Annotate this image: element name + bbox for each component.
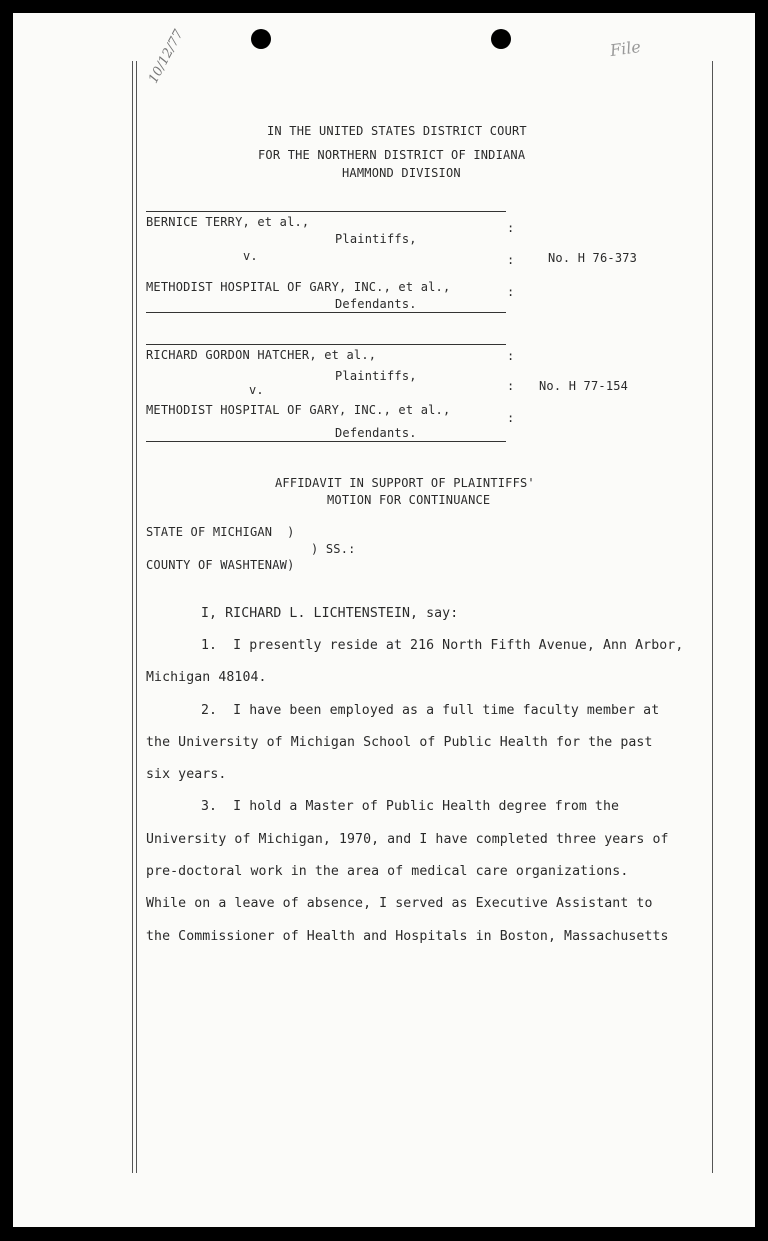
case1-plaintiff-role: Plaintiffs, xyxy=(335,232,417,246)
case2-defendant: METHODIST HOSPITAL OF GARY, INC., et al., xyxy=(146,403,451,417)
affidavit-title-line-1: AFFIDAVIT IN SUPPORT OF PLAINTIFFS' xyxy=(275,476,535,490)
court-line-1: IN THE UNITED STATES DISTRICT COURT xyxy=(267,124,527,138)
case2-versus: v. xyxy=(249,383,264,397)
venue-state: STATE OF MICHIGAN ) xyxy=(146,525,295,539)
caption-colon: : xyxy=(507,379,515,393)
left-margin-rule xyxy=(132,61,133,1173)
court-line-2: FOR THE NORTHERN DISTRICT OF INDIANA xyxy=(258,148,526,162)
caption-colon: : xyxy=(507,253,515,267)
paragraph-2-line: the University of Michigan School of Public Health for the past xyxy=(146,735,653,750)
caption-colon: : xyxy=(507,411,515,425)
case1-defendant-role: Defendants. xyxy=(335,297,417,311)
venue-ss: ) SS.: xyxy=(311,542,356,556)
affiant-intro: I, RICHARD L. LICHTENSTEIN, say: xyxy=(201,606,459,621)
handwritten-date: 10/12/77 xyxy=(146,27,187,87)
paragraph-1-line: 1. I presently reside at 216 North Fifth Avenue, Ann Arbor, xyxy=(201,638,684,653)
case2-plaintiff-role: Plaintiffs, xyxy=(335,369,417,383)
caption-rule xyxy=(146,312,506,313)
court-line-3: HAMMOND DIVISION xyxy=(342,166,461,180)
paragraph-3-line: the Commissioner of Health and Hospitals in Boston, Massachusetts xyxy=(146,929,669,944)
venue-county: COUNTY OF WASHTENAW) xyxy=(146,558,295,572)
handwritten-file-note: File xyxy=(608,36,642,61)
case1-number: No. H 76-373 xyxy=(548,251,638,265)
case2-number: No. H 77-154 xyxy=(539,379,629,393)
caption-colon: : xyxy=(507,349,515,363)
paragraph-3-line: While on a leave of absence, I served as Executive Assistant to xyxy=(146,896,653,911)
document-page xyxy=(13,13,755,1227)
case2-plaintiff: RICHARD GORDON HATCHER, et al., xyxy=(146,348,377,362)
case1-defendant: METHODIST HOSPITAL OF GARY, INC., et al., xyxy=(146,280,451,294)
punch-hole-left xyxy=(251,29,271,49)
paragraph-2-line: 2. I have been employed as a full time faculty member at xyxy=(201,703,660,718)
affidavit-title-line-2: MOTION FOR CONTINUANCE xyxy=(327,493,491,507)
caption-colon: : xyxy=(507,285,515,299)
paragraph-3-line: University of Michigan, 1970, and I have completed three years of xyxy=(146,832,669,847)
punch-hole-right xyxy=(491,29,511,49)
caption-rule xyxy=(146,344,506,345)
case2-defendant-role: Defendants. xyxy=(335,426,417,440)
right-margin-rule xyxy=(712,61,713,1173)
paragraph-3-line: 3. I hold a Master of Public Health degree from the xyxy=(201,799,620,814)
caption-rule xyxy=(146,441,506,442)
paragraph-3-line: pre-doctoral work in the area of medical care organizations. xyxy=(146,864,629,879)
case1-versus: v. xyxy=(243,249,258,263)
case1-plaintiff: BERNICE TERRY, et al., xyxy=(146,215,310,229)
caption-colon: : xyxy=(507,221,515,235)
paragraph-2-line: six years. xyxy=(146,767,227,782)
paragraph-1-line: Michigan 48104. xyxy=(146,670,267,685)
caption-rule xyxy=(146,211,506,212)
left-margin-rule-inner xyxy=(136,61,137,1173)
